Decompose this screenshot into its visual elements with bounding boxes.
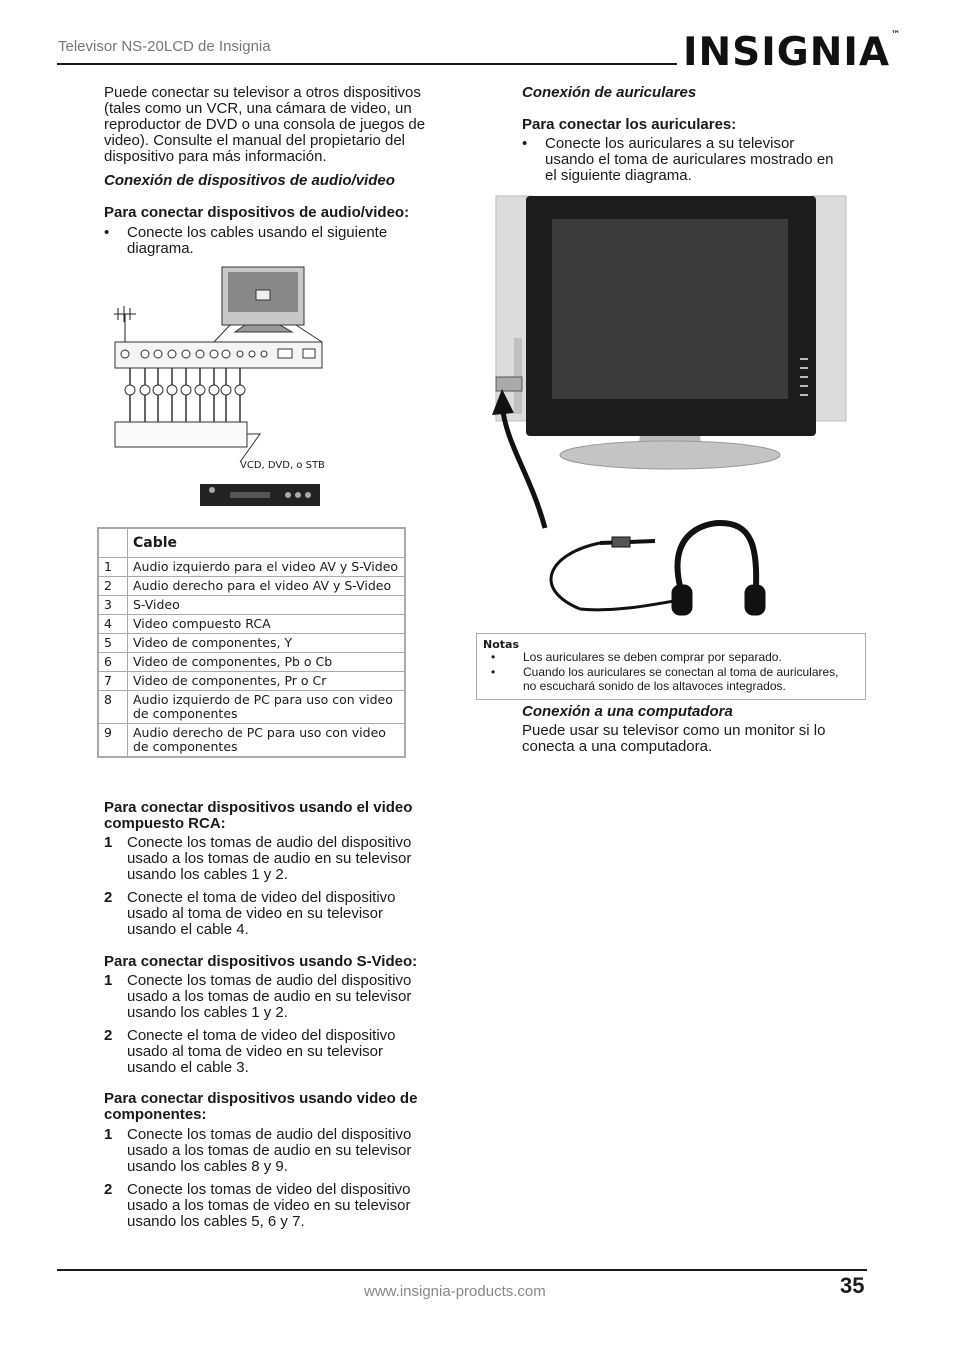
svideo-heading: Para conectar dispositivos usando S-Video: [104, 953, 418, 970]
tv-headphones-illustration [490, 193, 850, 623]
table-row: 7 Video de componentes, Pr o Cr [98, 672, 405, 691]
computer-paragraph: Puede usar su televisor como un monitor si lo conecta a una computadora. [522, 722, 826, 755]
footer-rule [57, 1269, 867, 1271]
computer-heading: Conexión a una computadora [522, 703, 733, 720]
component-step-1: 1 Conecte los tomas de audio del dispositivo usado a los tomas de audio en su televisor usando los cables 8 y 9. [104, 1126, 412, 1175]
footer-url: www.insignia-products.com [364, 1283, 546, 1300]
headphones-icon [551, 523, 765, 615]
rca-step-2: 2 Conecte el toma de video del dispositivo usado al toma de video en su televisor usando el cable 4. [104, 889, 396, 938]
av-subheading: Para conectar dispositivos de audio/video: [104, 204, 410, 221]
headphones-bullet: • Conecte los auriculares a su televisor usando el toma de auriculares mostrado en el siguiente diagrama. [522, 135, 834, 184]
svideo-step-1: 1 Conecte los tomas de audio del dispositivo usado a los tomas de audio en su televisor usando los cables 1 y 2. [104, 972, 412, 1021]
table-header-cable: Cable [128, 528, 406, 558]
table-row: 9 Audio derecho de PC para uso con video de componentes [98, 724, 405, 758]
headphones-subheading: Para conectar los auriculares: [522, 116, 737, 133]
antenna-icon [114, 306, 136, 342]
header-rule [57, 63, 677, 65]
note-item: • Los auriculares se deben comprar por separado. [491, 650, 782, 664]
table-row: 8 Audio izquierdo de PC para uso con video de componentes [98, 691, 405, 724]
rca-step-1: 1 Conecte los tomas de audio del dispositivo usado a los tomas de audio en su televisor usando los cables 1 y 2. [104, 834, 412, 883]
notes-box [476, 633, 866, 700]
table-row: 3 S-Video [98, 596, 405, 615]
insignia-logo: INSIGNIA™ [683, 30, 902, 75]
table-row: 1 Audio izquierdo para el video AV y S-Video [98, 558, 405, 577]
rca-heading: Para conectar dispositivos usando el video compuesto RCA: [104, 799, 413, 832]
table-row: 5 Video de componentes, Y [98, 634, 405, 653]
component-heading: Para conectar dispositivos usando video de componentes: [104, 1090, 418, 1123]
intro-paragraph: Puede conectar su televisor a otros dispositivos (tales como un VCR, una cámara de video, un reproductor de DVD o una consola de juegos de video). Consulte el manual del propietario del dispositivo para más información. [104, 84, 426, 165]
component-step-2: 2 Conecte los tomas de video del dispositivo usado a los tomas de video en su televisor usando los cables 5, 6 y 7. [104, 1181, 411, 1230]
table-row: 2 Audio derecho para el video AV y S-Video [98, 577, 405, 596]
av-connection-diagram [100, 262, 330, 512]
svideo-step-2: 2 Conecte el toma de video del dispositivo usado al toma de video en su televisor usando el cable 3. [104, 1027, 396, 1076]
running-header: Televisor NS-20LCD de Insignia [58, 38, 271, 55]
table-header-row [98, 528, 405, 558]
device-label: VCD, DVD, o STB [240, 460, 325, 471]
av-bullet: • Conecte los cables usando el siguiente diagrama. [104, 224, 388, 257]
table-row: 6 Video de componentes, Pb o Cb [98, 653, 405, 672]
page-number: 35 [840, 1273, 865, 1298]
table-row: 4 Video compuesto RCA [98, 615, 405, 634]
av-section-heading: Conexión de dispositivos de audio/video [104, 172, 395, 189]
cable-table [97, 527, 406, 758]
notes-title: Notas [483, 638, 519, 651]
headphones-heading: Conexión de auriculares [522, 84, 697, 101]
note-item: • Cuando los auriculares se conectan al toma de auriculares, no escuchará sonido de los altavoces integrados. [491, 665, 839, 693]
